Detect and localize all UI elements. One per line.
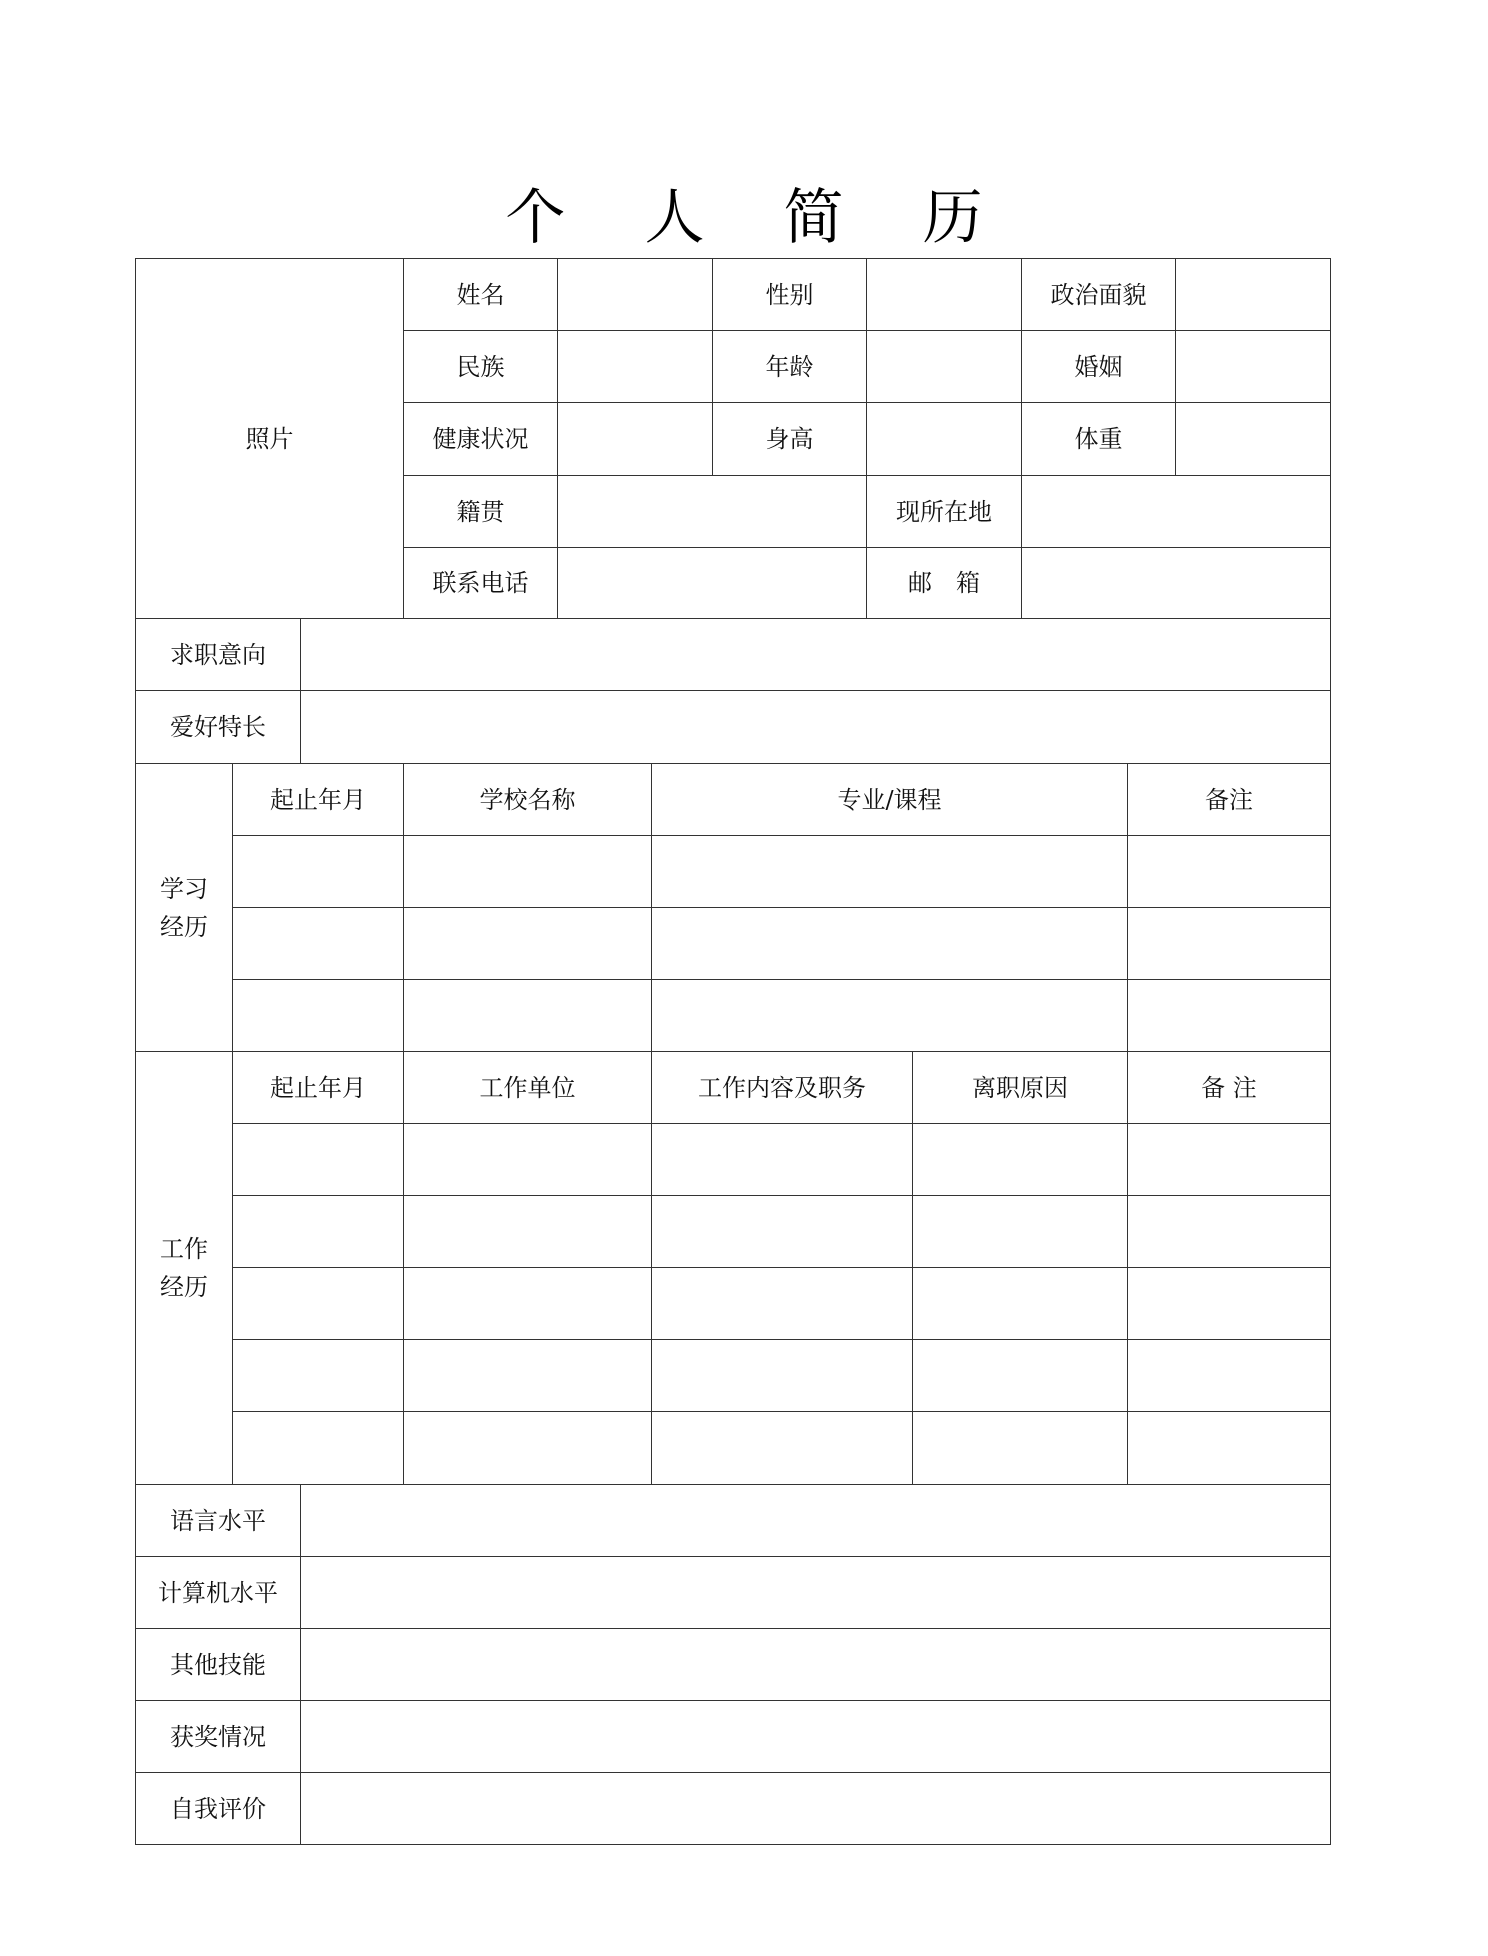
work-cell[interactable]: [912, 1339, 1128, 1412]
work-header-text: 备 注: [1201, 1073, 1257, 1102]
info-field[interactable]: [557, 402, 713, 476]
education-cell[interactable]: [1127, 835, 1331, 908]
education-cell[interactable]: [403, 979, 652, 1052]
education-cell[interactable]: [1127, 979, 1331, 1052]
work-section-label-text: 工作经历: [160, 1235, 208, 1301]
work-cell[interactable]: [1127, 1339, 1331, 1412]
info-label-text: 婚姻: [1074, 352, 1123, 381]
info-field[interactable]: [1021, 475, 1331, 548]
info-field[interactable]: [557, 475, 867, 548]
work-header: [651, 1051, 913, 1124]
work-section-label: [135, 1051, 233, 1485]
work-cell[interactable]: [651, 1339, 913, 1412]
education-cell[interactable]: [403, 907, 652, 980]
work-header-text: 离职原因: [972, 1073, 1068, 1102]
work-cell[interactable]: [651, 1267, 913, 1340]
work-header: [912, 1051, 1128, 1124]
info-label: [403, 475, 558, 548]
info-field[interactable]: [1021, 547, 1331, 619]
info-field[interactable]: [1175, 402, 1331, 476]
info-label: [403, 258, 558, 331]
photo-box: [135, 258, 404, 619]
education-header-text: 学校名称: [479, 785, 576, 814]
work-cell[interactable]: [403, 1195, 652, 1268]
info-label: [866, 547, 1022, 619]
education-header-text: 专业/课程: [837, 785, 942, 814]
work-cell[interactable]: [1127, 1195, 1331, 1268]
info-label: [403, 330, 558, 403]
work-header-text: 起止年月: [270, 1073, 366, 1102]
work-header: [1127, 1051, 1331, 1124]
work-cell[interactable]: [232, 1411, 404, 1485]
hobbies-label: [135, 690, 301, 764]
education-header-text: 起止年月: [270, 785, 366, 814]
info-label: [866, 475, 1022, 548]
education-cell[interactable]: [651, 907, 1128, 980]
info-label-text: 年龄: [765, 352, 814, 381]
info-label: [712, 402, 867, 476]
bottom-row-field[interactable]: [300, 1628, 1331, 1701]
job-intention-label: [135, 618, 301, 691]
info-label-text: 现所在地: [896, 497, 992, 526]
work-cell[interactable]: [232, 1123, 404, 1196]
info-field[interactable]: [1175, 330, 1331, 403]
info-label-text: 体重: [1074, 425, 1123, 453]
info-label-text: 身高: [765, 425, 814, 453]
info-label-text: 民族: [456, 352, 505, 381]
education-cell[interactable]: [403, 835, 652, 908]
work-cell[interactable]: [403, 1123, 652, 1196]
education-header: [1127, 763, 1331, 836]
info-label: [712, 258, 867, 331]
bottom-row-label: [135, 1628, 301, 1701]
bottom-row-label-text: 自我评价: [170, 1794, 266, 1823]
work-cell[interactable]: [232, 1267, 404, 1340]
info-field[interactable]: [1175, 258, 1331, 331]
hobbies-label-text: 爱好特长: [170, 713, 266, 741]
work-cell[interactable]: [403, 1411, 652, 1485]
education-header: [403, 763, 652, 836]
work-cell[interactable]: [912, 1195, 1128, 1268]
page-title: 个 人 简 历: [505, 183, 1013, 253]
work-cell[interactable]: [232, 1195, 404, 1268]
hobbies-field[interactable]: [300, 690, 1331, 764]
info-label: [1021, 258, 1176, 331]
work-cell[interactable]: [651, 1123, 913, 1196]
bottom-row-label-text: 计算机水平: [158, 1578, 278, 1607]
work-cell[interactable]: [1127, 1411, 1331, 1485]
work-cell[interactable]: [912, 1267, 1128, 1340]
work-header: [403, 1051, 652, 1124]
bottom-row-label: [135, 1556, 301, 1629]
work-cell[interactable]: [1127, 1123, 1331, 1196]
education-cell[interactable]: [651, 979, 1128, 1052]
education-section-label-text: 学习经历: [160, 874, 208, 941]
photo-box-text: 照片: [245, 424, 294, 453]
education-cell[interactable]: [1127, 907, 1331, 980]
work-cell[interactable]: [651, 1195, 913, 1268]
education-cell[interactable]: [651, 835, 1128, 908]
bottom-row-field[interactable]: [300, 1484, 1331, 1557]
info-label-text: 籍贯: [456, 497, 505, 526]
work-cell[interactable]: [912, 1411, 1128, 1485]
bottom-row-field[interactable]: [300, 1556, 1331, 1629]
work-header: [232, 1051, 404, 1124]
education-cell[interactable]: [232, 907, 404, 980]
bottom-row-label-text: 其他技能: [170, 1650, 266, 1679]
job-intention-label-text: 求职意向: [170, 640, 266, 669]
info-field[interactable]: [866, 330, 1022, 403]
info-label: [1021, 402, 1176, 476]
info-field[interactable]: [557, 547, 867, 619]
info-field[interactable]: [866, 402, 1022, 476]
info-label-text: 性别: [765, 280, 814, 309]
bottom-row-label-text: 获奖情况: [170, 1722, 266, 1751]
work-cell[interactable]: [651, 1411, 913, 1485]
info-field[interactable]: [557, 330, 713, 403]
info-label-text: 邮 箱: [908, 569, 980, 597]
info-field[interactable]: [866, 258, 1022, 331]
work-cell[interactable]: [1127, 1267, 1331, 1340]
work-header-text: 工作单位: [479, 1073, 576, 1102]
info-label-text: 姓名: [456, 280, 505, 309]
info-label: [1021, 330, 1176, 403]
work-cell[interactable]: [912, 1123, 1128, 1196]
job-intention-field[interactable]: [300, 618, 1331, 691]
info-label-text: 联系电话: [432, 569, 529, 597]
work-header-text: 工作内容及职务: [698, 1073, 866, 1102]
bottom-row-field[interactable]: [300, 1700, 1331, 1773]
education-section-label: [135, 763, 233, 1052]
info-field[interactable]: [557, 258, 713, 331]
bottom-row-label-text: 语言水平: [170, 1506, 266, 1535]
bottom-row-field[interactable]: [300, 1772, 1331, 1845]
work-cell[interactable]: [232, 1339, 404, 1412]
education-cell[interactable]: [232, 979, 404, 1052]
info-label: [712, 330, 867, 403]
bottom-row-label: [135, 1484, 301, 1557]
info-label-text: 健康状况: [432, 425, 529, 453]
info-label: [403, 547, 558, 619]
education-header: [232, 763, 404, 836]
bottom-row-label: [135, 1700, 301, 1773]
info-label: [403, 402, 558, 476]
education-header: [651, 763, 1128, 836]
education-cell[interactable]: [232, 835, 404, 908]
work-cell[interactable]: [403, 1339, 652, 1412]
work-cell[interactable]: [403, 1267, 652, 1340]
education-header-text: 备注: [1205, 785, 1253, 814]
bottom-row-label: [135, 1772, 301, 1845]
info-label-text: 政治面貌: [1050, 280, 1147, 309]
